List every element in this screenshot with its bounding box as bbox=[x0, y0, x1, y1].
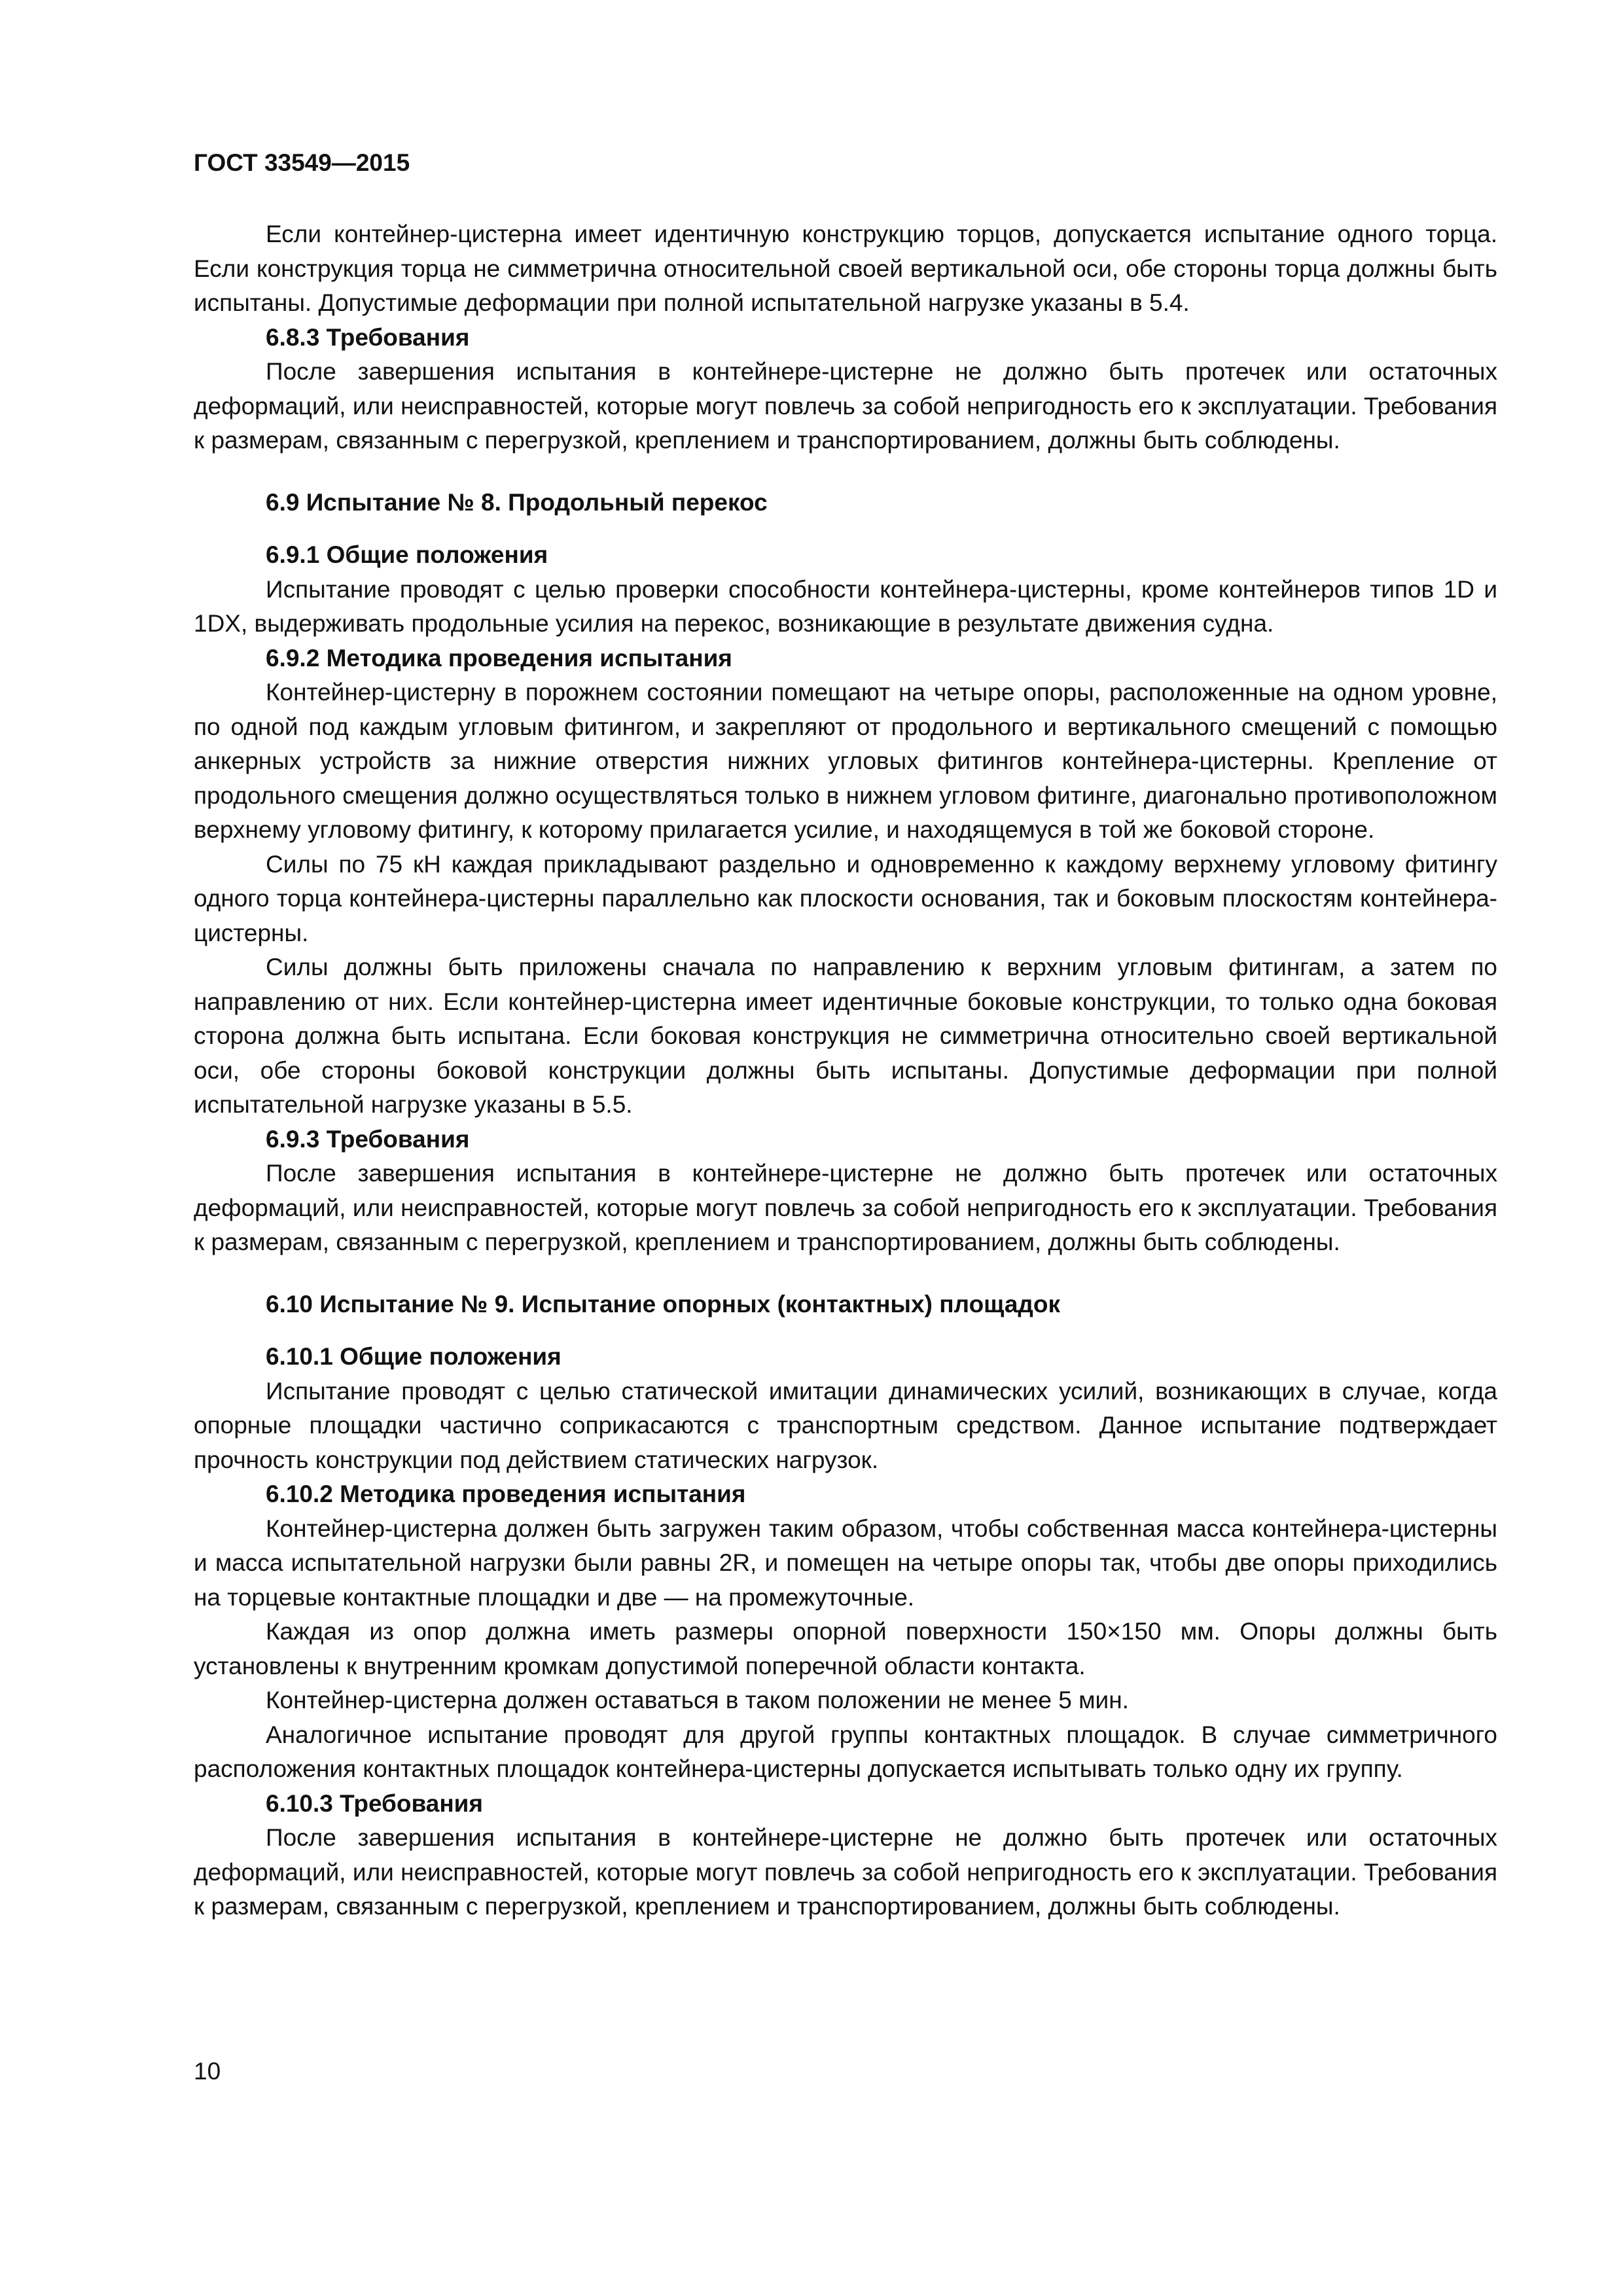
heading-6-10-3: 6.10.3 Требования bbox=[266, 1789, 484, 1817]
heading-6-9-2: 6.9.2 Методика проведения испытания bbox=[266, 644, 732, 672]
document-body bbox=[194, 217, 1497, 1924]
paragraph-6-10-2-a: Контейнер-цистерна должен быть загружен таким образом, чтобы собственная масса контейнера-цистерны и масса испытательной нагрузки были равны 2R, и помещен на четыре опоры так, чтобы две опоры приходились на торцевые контактные площадки и две — на промежуточные. bbox=[194, 1515, 1497, 1611]
heading-6-10-1: 6.10.1 Общие положения bbox=[266, 1343, 562, 1370]
document-page bbox=[194, 145, 1497, 1924]
heading-6-9: 6.9 Испытание № 8. Продольный перекос bbox=[266, 488, 768, 516]
paragraph-6-10-2-d: Аналогичное испытание проводят для другой группы контактных площадок. В случае симметричного расположения контактных площадок контейнера-цистерны допускается испытывать только одну их группу. bbox=[194, 1721, 1497, 1782]
page-number: 10 bbox=[194, 2058, 221, 2085]
paragraph-6-10-2-c: Контейнер-цистерна должен оставаться в таком положении не менее 5 мин. bbox=[266, 1687, 1129, 1713]
paragraph-end-test-scope: Если контейнер-цистерна имеет идентичную конструкцию торцов, допускается испытание одного торца. Если конструкция торца не симметрична относительной своей вертикальной оси, обе стороны торца должны быть испытаны. Допустимые деформации при полной испытательной нагрузке указаны в 5.4. bbox=[194, 221, 1497, 316]
heading-6-10: 6.10 Испытание № 9. Испытание опорных (контактных) площадок bbox=[266, 1290, 1061, 1318]
paragraph-6-8-3: После завершения испытания в контейнере-цистерне не должно быть протечек или остаточных деформаций, или неисправностей, которые могут повлечь за собой непригодность его к эксплуатации. Требования к размерам, связанным с перегрузкой, креплением и транспортированием, должны быть соблюдены. bbox=[194, 358, 1497, 454]
paragraph-6-10-3: После завершения испытания в контейнере-цистерне не должно быть протечек или остаточных деформаций, или неисправностей, которые могут повлечь за собой непригодность его к эксплуатации. Требования к размерам, связанным с перегрузкой, креплением и транспортированием, должны быть соблюдены. bbox=[194, 1824, 1497, 1920]
paragraph-6-9-2-b: Силы по 75 кН каждая прикладывают раздельно и одновременно к каждому верхнему угловому фитингу одного торца контейнера-цистерны параллельно как плоскости основания, так и боковым плоскостям контейнера-цистерны. bbox=[194, 850, 1497, 946]
heading-6-10-2: 6.10.2 Методика проведения испытания bbox=[266, 1480, 746, 1507]
paragraph-6-9-2-c: Силы должны быть приложены сначала по направлению к верхним угловым фитингам, а затем по направлению от них. Если контейнер-цистерна имеет идентичные боковые конструкции, то только одна боковая сторона должна быть испытана. Если боковая конструкция не симметрична относительно своей вертикальной оси, обе стороны боковой конструкции должны быть испытаны. Допустимые деформации при полной испытательной нагрузке указаны в 5.5. bbox=[194, 954, 1497, 1118]
document-number-header: ГОСТ 33549—2015 bbox=[194, 149, 410, 176]
paragraph-6-10-1: Испытание проводят с целью статической имитации динамических усилий, возникающих в случае, когда опорные площадки частично соприкасаются с транспортным средством. Данное испытание подтверждает прочность конструкции под действием статических нагрузок. bbox=[194, 1377, 1497, 1473]
paragraph-6-9-1: Испытание проводят с целью проверки способности контейнера-цистерны, кроме контейнеров типов 1D и 1DX, выдерживать продольные усилия на перекос, возникающие в результате движения судна. bbox=[194, 575, 1497, 637]
heading-6-9-1: 6.9.1 Общие положения bbox=[266, 541, 548, 568]
paragraph-6-9-3: После завершения испытания в контейнере-цистерне не должно быть протечек или остаточных деформаций, или неисправностей, которые могут повлечь за собой непригодность его к эксплуатации. Требования к размерам, связанным с перегрузкой, креплением и транспортированием, должны быть соблюдены. bbox=[194, 1160, 1497, 1255]
heading-6-9-3: 6.9.3 Требования bbox=[266, 1125, 470, 1153]
heading-6-8-3: 6.8.3 Требования bbox=[266, 323, 470, 351]
paragraph-6-10-2-b: Каждая из опор должна иметь размеры опорной поверхности 150×150 мм. Опоры должны быть установлены к внутренним кромкам допустимой поперечной области контакта. bbox=[194, 1618, 1497, 1679]
paragraph-6-9-2-a: Контейнер-цистерну в порожнем состоянии помещают на четыре опоры, расположенные на одном уровне, по одной под каждым угловым фитингом, и закрепляют от продольного и вертикального смещений с помощью анкерных устройств за нижние отверстия нижних угловых фитингов контейнера-цистерны. Крепление от продольного смещения должно осуществляться только в нижнем угловом фитинге, диагонально противоположном верхнему угловому фитингу, к которому прилагается усилие, и находящемуся в той же боковой стороне. bbox=[194, 679, 1497, 843]
